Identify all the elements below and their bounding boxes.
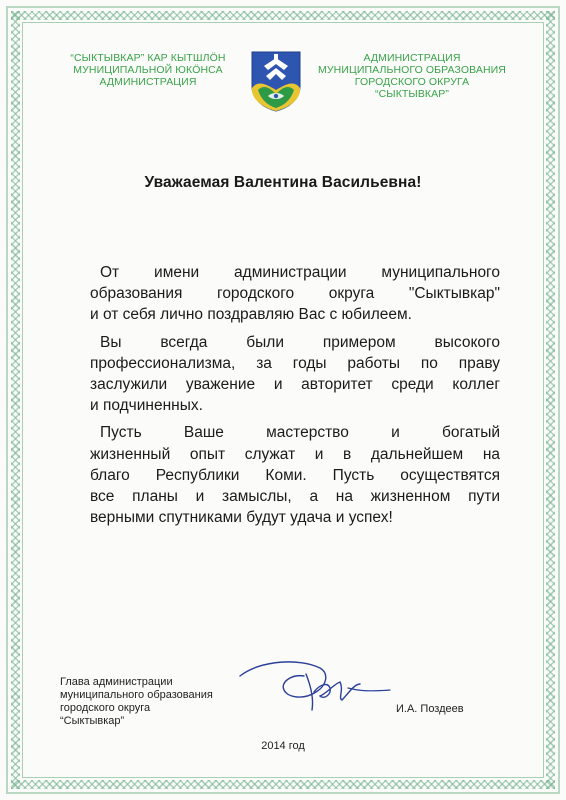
body-line: От имени администрации муниципального (100, 264, 500, 281)
header-left-line: МУНИЦИПАЛЬНОЙ ЮКÖНСА (73, 64, 223, 76)
header-left-line: АДМИНИСТРАЦИЯ (99, 76, 197, 88)
header-komi-text (58, 52, 238, 88)
paragraph-2 (90, 332, 500, 417)
signer-title-line: муниципального образования (60, 689, 213, 701)
body-line: и от себя лично поздравляю Вас с юбилеем. (90, 306, 412, 324)
signer-title-line: городского округа (60, 702, 151, 714)
signer-title-line: Глава администрации (60, 676, 173, 688)
body-line: все планы и замыслы, а на жизненном пути (90, 488, 500, 506)
handwritten-signature (230, 654, 400, 714)
signer-name: И.А. Поздеев (396, 703, 464, 715)
letter-body (90, 262, 500, 534)
body-line: и подчиненных. (90, 397, 203, 415)
body-line: жизненный опыт служат и в дальнейшем на (90, 445, 500, 463)
header-right-line: “СЫКТЫВКАР” (375, 88, 449, 100)
header-left-line: “СЫКТЫВКАР” КАР КЫТШЛÖН (70, 52, 226, 64)
body-line: профессионализма, за годы работы по праву (90, 354, 500, 372)
header-right-line: АДМИНИСТРАЦИЯ (363, 52, 461, 64)
signer-title-line: “Сыктывкар” (60, 715, 125, 727)
letter-year: 2014 год (261, 740, 305, 752)
salutation: Уважаемая Валентина Васильевна! (144, 174, 422, 191)
body-line: благо Республики Коми. Пусть осуществятся (90, 466, 500, 484)
signer-title (60, 676, 213, 728)
paragraph-3 (90, 422, 500, 528)
header-right-line: ГОРОДСКОГО ОКРУГА (354, 76, 470, 88)
header-russian-text (312, 52, 512, 100)
header-right-line: МУНИЦИПАЛЬНОГО ОБРАЗОВАНИЯ (318, 64, 506, 76)
body-line: Пусть Ваше мастерство и богатый (100, 424, 500, 442)
paragraph-1 (90, 262, 500, 326)
body-line: заслужили уважение и авторитет среди коллег (90, 376, 500, 394)
body-line: верными спутниками будут удача и успех! (90, 509, 393, 527)
body-line: образования городского округа "Сыктывкар" (90, 285, 500, 303)
body-line: Вы всегда были примером высокого (100, 333, 500, 351)
city-coat-of-arms-icon (250, 50, 302, 112)
